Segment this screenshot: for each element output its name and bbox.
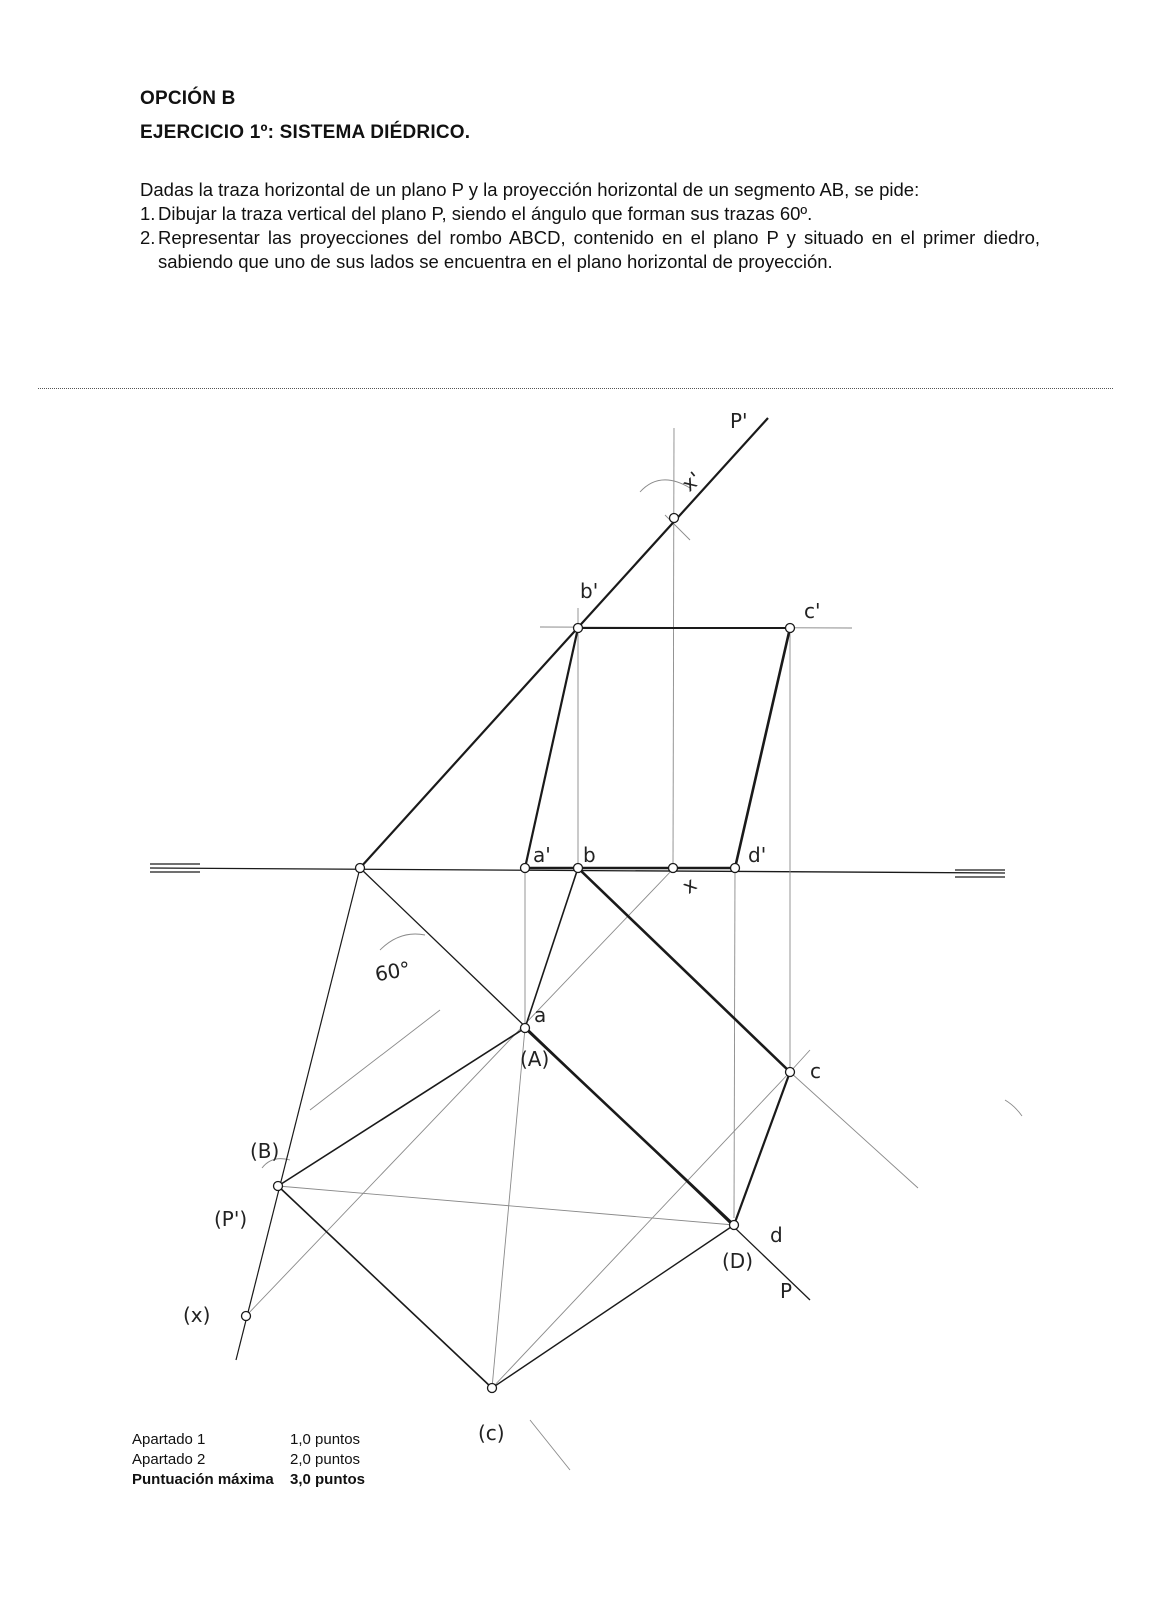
item-text: Representar las proyecciones del rombo ABCD, contenido en el plano P y situado en el primer diedro, (158, 227, 1040, 248)
option-heading: OPCIÓN B (140, 88, 236, 109)
statement-item-2-continuation: sabiendo que uno de sus lados se encuentra en el plano horizontal de proyección. (158, 251, 833, 272)
exercise-heading: EJERCICIO 1º: SISTEMA DIÉDRICO. (140, 122, 471, 143)
label-P: P (780, 1279, 793, 1303)
scoring-points: 1,0 puntos (290, 1431, 361, 1448)
label-a: a (534, 1003, 547, 1027)
item-number: 1. (140, 203, 156, 224)
scoring-row (132, 1430, 365, 1450)
label-a-prime: a' (533, 843, 551, 867)
label-angle: 60° (373, 956, 413, 987)
label-x-prime: x' (677, 466, 706, 497)
drawing-labels (183, 409, 821, 1445)
point-markers (242, 514, 795, 1393)
scoring-label: Apartado 1 (132, 1431, 206, 1448)
scoring-row (132, 1450, 365, 1470)
label-c: c (810, 1059, 821, 1083)
label-P-rot: (P') (214, 1207, 248, 1231)
label-b: b (583, 843, 596, 867)
label-D-rot: (D) (722, 1249, 754, 1273)
scoring-label: Apartado 2 (132, 1451, 206, 1468)
label-b-prime: b' (580, 579, 599, 603)
statement-intro: Dadas la traza horizontal de un plano P y la proyección horizontal de un segmento AB, se pide: (140, 179, 920, 200)
scoring-total-row (132, 1470, 365, 1490)
label-c-prime: c' (804, 599, 821, 623)
label-B-rot: (B) (250, 1139, 280, 1163)
solution-lines (236, 418, 810, 1388)
scoring-points: 3,0 puntos (290, 1471, 366, 1488)
item-text: Dibujar la traza vertical del plano P, siendo el ángulo que forman sus trazas 60º. (158, 203, 813, 224)
label-A-rot: (A) (520, 1047, 550, 1071)
construction-lines (246, 428, 1022, 1470)
label-X-rot: (x) (183, 1303, 211, 1327)
label-x: x (677, 871, 702, 899)
label-C-rot: (c) (478, 1421, 505, 1445)
scoring-table (132, 1430, 365, 1490)
item-number: 2. (140, 227, 156, 248)
scoring-label: Puntuación máxima (132, 1471, 274, 1488)
label-p-prime: P' (730, 409, 748, 433)
scoring-points: 2,0 puntos (290, 1451, 361, 1468)
label-d: d (770, 1223, 783, 1247)
label-d-prime: d' (748, 843, 767, 867)
